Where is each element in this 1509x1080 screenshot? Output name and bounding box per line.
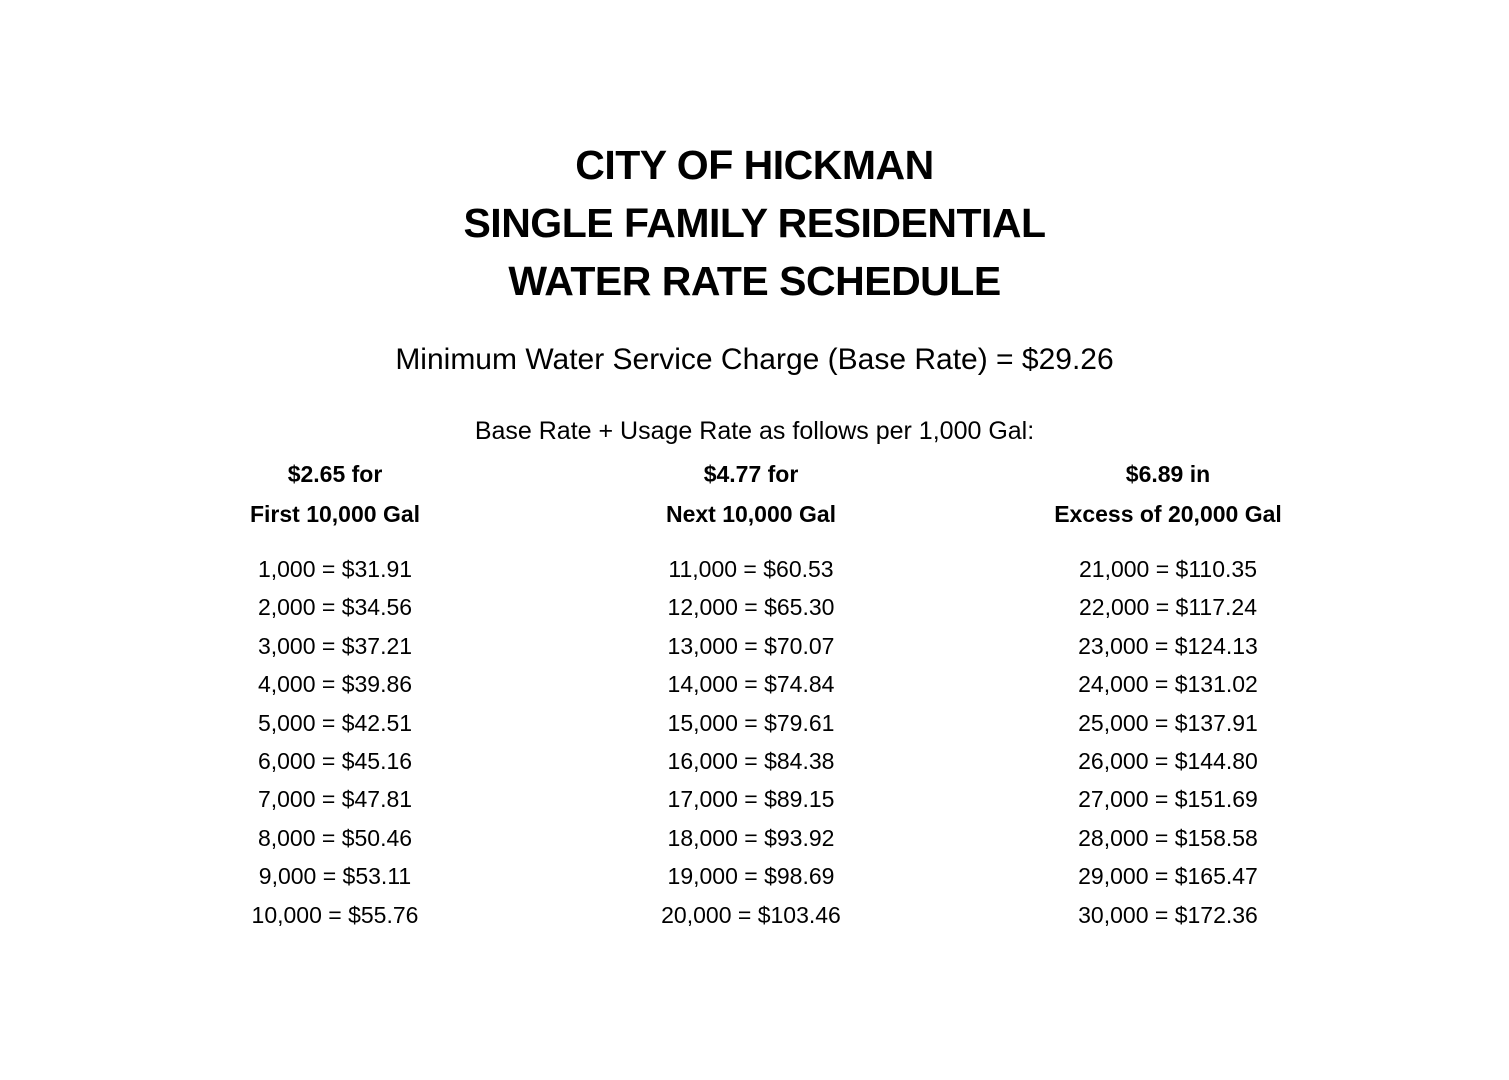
rate-row: 7,000 = $47.81 bbox=[257, 786, 413, 813]
rate-row: 21,000 = $110.35 bbox=[1079, 556, 1257, 582]
tier-column-excess-20000 bbox=[958, 454, 1378, 934]
rate-row: 19,000 = $98.69 bbox=[667, 863, 835, 890]
rate-row: 8,000 = $50.46 bbox=[257, 824, 413, 851]
tier-range: Next 10,000 Gal bbox=[665, 501, 837, 527]
rate-row: 26,000 = $144.80 bbox=[1078, 748, 1258, 775]
rate-row: 25,000 = $137.91 bbox=[1078, 709, 1258, 736]
title-category: SINGLE FAMILY RESIDENTIAL bbox=[463, 200, 1046, 246]
rate-row: 1,000 = $31.91 bbox=[257, 556, 413, 582]
rate-row: 17,000 = $89.15 bbox=[667, 786, 835, 813]
title-city: CITY OF HICKMAN bbox=[575, 142, 934, 188]
rate-row: 15,000 = $79.61 bbox=[667, 709, 835, 736]
rate-row: 29,000 = $165.47 bbox=[1078, 863, 1258, 890]
tier-rate: $2.65 for bbox=[287, 461, 383, 487]
rate-row: 24,000 = $131.02 bbox=[1078, 671, 1258, 698]
rate-row: 13,000 = $70.07 bbox=[667, 632, 835, 659]
rate-row: 14,000 = $74.84 bbox=[667, 671, 835, 698]
document-title bbox=[0, 136, 1509, 310]
tier-rows bbox=[958, 550, 1378, 934]
tier-rows bbox=[541, 550, 961, 934]
rate-row: 12,000 = $65.30 bbox=[667, 594, 835, 621]
rate-row: 28,000 = $158.58 bbox=[1078, 824, 1258, 851]
rate-row: 11,000 = $60.53 bbox=[668, 556, 834, 582]
tier-rate: $6.89 in bbox=[1125, 461, 1211, 487]
rate-row: 18,000 = $93.92 bbox=[667, 824, 835, 851]
rate-row: 20,000 = $103.46 bbox=[661, 901, 841, 928]
tier-column-first-10000 bbox=[125, 454, 545, 934]
tier-range: First 10,000 Gal bbox=[249, 501, 421, 527]
rate-row: 23,000 = $124.13 bbox=[1078, 632, 1258, 659]
rate-row: 4,000 = $39.86 bbox=[257, 671, 413, 698]
rate-row: 27,000 = $151.69 bbox=[1078, 786, 1258, 813]
rate-row: 3,000 = $37.21 bbox=[257, 632, 413, 659]
rate-row: 2,000 = $34.56 bbox=[257, 594, 413, 621]
tier-rows bbox=[125, 550, 545, 934]
usage-rate-intro: Base Rate + Usage Rate as follows per 1,000 Gal: bbox=[474, 417, 1035, 445]
rate-row: 22,000 = $117.24 bbox=[1079, 594, 1257, 621]
rate-row: 6,000 = $45.16 bbox=[257, 748, 413, 775]
rate-row: 5,000 = $42.51 bbox=[257, 709, 413, 736]
tier-column-next-10000 bbox=[541, 454, 961, 934]
tier-range: Excess of 20,000 Gal bbox=[1054, 501, 1282, 527]
base-rate-line: Minimum Water Service Charge (Base Rate) = $29.26 bbox=[395, 343, 1114, 376]
rate-row: 9,000 = $53.11 bbox=[258, 863, 412, 890]
rate-row: 16,000 = $84.38 bbox=[667, 748, 835, 775]
rate-row: 30,000 = $172.36 bbox=[1078, 901, 1258, 928]
title-schedule: WATER RATE SCHEDULE bbox=[508, 258, 1001, 304]
tier-rate: $4.77 for bbox=[703, 461, 799, 487]
rate-row: 10,000 = $55.76 bbox=[251, 901, 419, 928]
